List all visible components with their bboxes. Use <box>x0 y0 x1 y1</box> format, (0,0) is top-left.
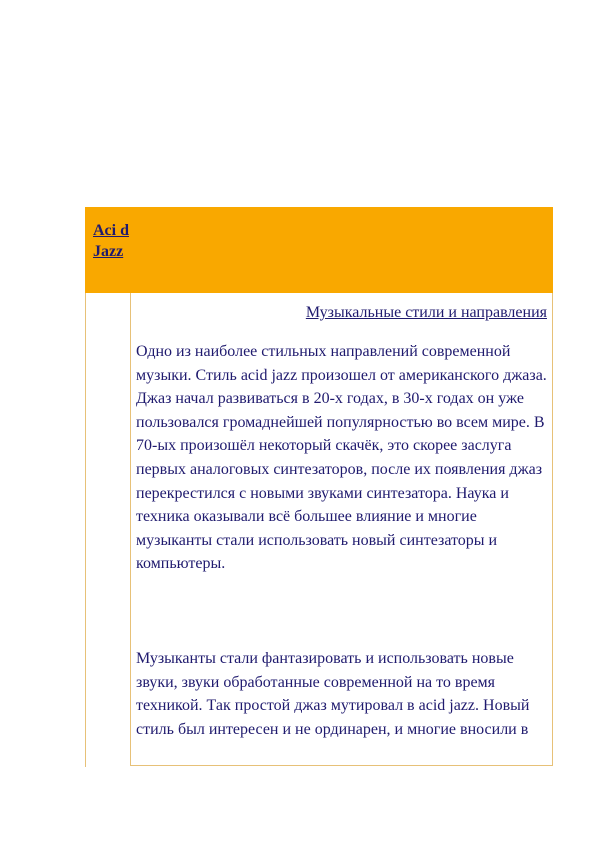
paragraph-continuation: Музыканты стали фантазировать и использовать новые звуки, звуки обработанные современной на то время техникой. Так простой джаз мутировал в acid jazz. Новый стиль был интересен и не ординарен, и многие вносили в <box>136 650 530 738</box>
content-cell <box>130 293 553 766</box>
acid-jazz-link[interactable]: Aci d Jazz <box>93 222 129 260</box>
table-header-row <box>85 207 553 293</box>
table-left-border <box>85 293 86 767</box>
document-table <box>85 207 553 767</box>
paragraph-intro: Одно из наиболее стильных направлений современной музыки. Стиль acid jazz произошел от американского джаза. Джаз начал развиваться в 20-х годах, в 30-х годах он уже пользовался громаднейшей популярностью во всем мире. В 70-ых произошёл некоторый скачёк, это скорее заслуга первых аналоговых синтезаторов, после их появления джаз перекрестился с новыми звуками синтезатора. Наука и техника оказывали всё большее влияние и многие музыканты стали использовать новый синтезаторы и компьютеры. <box>136 343 547 573</box>
music-styles-link[interactable]: Музыкальные стили и направления <box>305 304 547 321</box>
